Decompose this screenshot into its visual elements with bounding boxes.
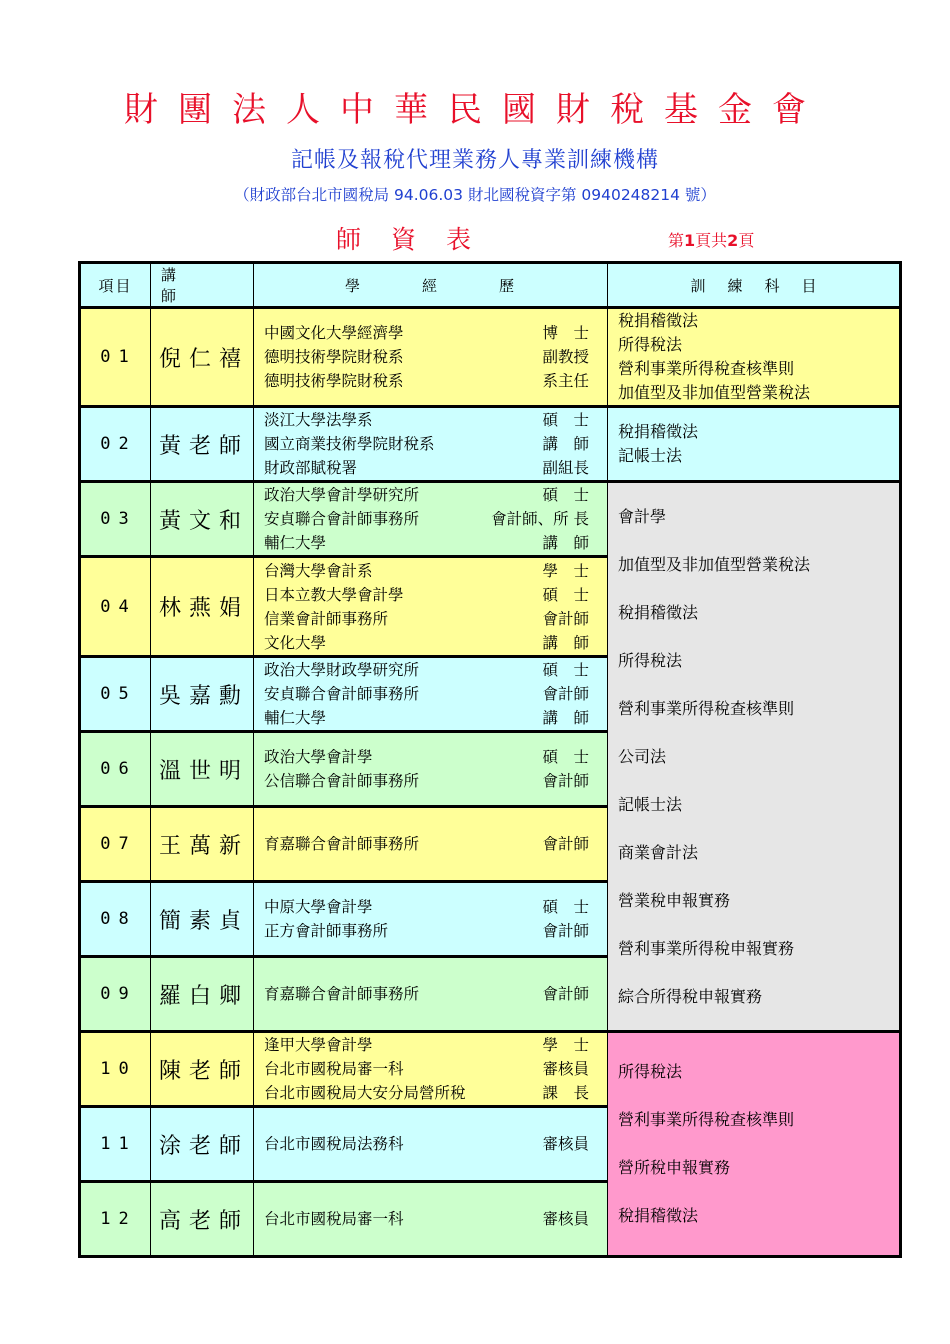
subject-item: 加值型及非加值型營業稅法 — [618, 554, 811, 574]
education-line — [264, 745, 589, 769]
education-org: 台北市國稅局大安分局營所稅 — [264, 1084, 466, 1102]
education-role: 副教授 — [542, 348, 589, 366]
education-role: 審核員 — [542, 1135, 589, 1153]
subject-item: 稅捐稽徵法 — [618, 602, 699, 622]
education-org: 正方會計師事務所 — [264, 922, 389, 940]
column-header-education: 學經歷 — [254, 263, 608, 308]
education-role: 會計師 — [542, 685, 589, 703]
education-org: 淡江大學法學系 — [264, 411, 373, 429]
education-org: 文化大學 — [264, 633, 327, 652]
education-role: 碩 士 — [542, 748, 589, 766]
subject-item: 稅捐稽徵法 — [618, 311, 699, 330]
education-cell — [254, 308, 608, 407]
subject-item: 記帳士法 — [618, 446, 683, 465]
table-row — [80, 407, 901, 482]
row-number: 10 — [80, 1032, 151, 1107]
teacher-name: 溫世明 — [151, 732, 254, 807]
education-org: 財政部賦稅署 — [264, 459, 358, 477]
education-line — [264, 832, 589, 856]
column-header-item: 項目 — [80, 263, 151, 308]
education-org: 國立商業技術學院財稅系 — [264, 435, 435, 453]
subject-item: 所得稅法 — [618, 650, 683, 670]
subject-item: 營利事業所得稅查核準則 — [618, 359, 795, 378]
education-org: 台北市國稅局法務科 — [264, 1135, 404, 1153]
education-role: 學 士 — [542, 561, 589, 580]
education-line — [264, 583, 589, 607]
subject-item: 營利事業所得稅申報實務 — [618, 938, 795, 958]
subjects-cell — [608, 407, 901, 482]
education-cell — [254, 482, 608, 557]
subject-item: 營業稅申報實務 — [618, 890, 731, 910]
education-org: 輔仁大學 — [264, 534, 327, 552]
education-line — [264, 607, 589, 631]
education-line — [264, 1207, 589, 1231]
teacher-name: 吳嘉勳 — [151, 657, 254, 732]
teacher-name: 黃文和 — [151, 482, 254, 557]
education-line — [264, 507, 589, 531]
education-line — [264, 706, 589, 730]
subject-item: 營利事業所得稅查核準則 — [618, 698, 795, 718]
table-row — [80, 482, 901, 557]
page-suffix: 頁 — [738, 231, 755, 250]
education-org: 台北市國稅局審一科 — [264, 1210, 404, 1228]
education-org: 政治大學會計學 — [264, 748, 373, 766]
education-role: 碩 士 — [542, 898, 589, 916]
page-mid: 頁共 — [695, 231, 728, 250]
subject-item: 所得稅法 — [618, 335, 683, 354]
education-line — [264, 895, 589, 919]
column-header-teacher — [151, 263, 254, 308]
education-role: 會計師 — [542, 835, 589, 853]
education-line — [264, 408, 589, 432]
education-role: 會計師、所 長 — [491, 510, 589, 528]
subject-item: 綜合所得稅申報實務 — [618, 986, 763, 1006]
education-role: 會計師 — [542, 772, 589, 790]
education-cell — [254, 807, 608, 882]
row-number: 05 — [80, 657, 151, 732]
education-cell — [254, 882, 608, 957]
education-role: 審核員 — [542, 1210, 589, 1228]
education-role: 會計師 — [542, 985, 589, 1003]
education-line — [264, 1057, 589, 1081]
education-role: 講 師 — [542, 534, 589, 552]
column-header-teacher-a: 講 — [161, 266, 177, 284]
education-line — [264, 369, 589, 393]
education-org: 逢甲大學會計學 — [264, 1036, 373, 1054]
education-line — [264, 321, 589, 345]
education-role: 會計師 — [542, 609, 589, 628]
education-role: 學 士 — [542, 1036, 589, 1054]
subject-item: 營利事業所得稅查核準則 — [618, 1110, 795, 1129]
education-line — [264, 631, 589, 655]
education-org: 台北市國稅局審一科 — [264, 1060, 404, 1078]
subject-item: 記帳士法 — [618, 794, 683, 814]
row-number: 01 — [80, 308, 151, 407]
education-cell — [254, 957, 608, 1032]
education-org: 公信聯合會計師事務所 — [264, 772, 420, 790]
education-org: 中國文化大學經濟學 — [264, 324, 404, 342]
subject-item: 會計學 — [618, 506, 667, 526]
education-role: 碩 士 — [542, 411, 589, 429]
row-number: 11 — [80, 1107, 151, 1182]
education-cell — [254, 732, 608, 807]
page-current: 1 — [684, 231, 696, 250]
teacher-name: 高老師 — [151, 1182, 254, 1257]
subject-item: 所得稅法 — [618, 1062, 683, 1081]
teacher-name: 羅白卿 — [151, 957, 254, 1032]
education-line — [264, 1033, 589, 1057]
education-line — [264, 345, 589, 369]
education-cell — [254, 557, 608, 657]
education-org: 政治大學會計學研究所 — [264, 486, 420, 504]
education-role: 碩 士 — [542, 486, 589, 504]
education-org: 台灣大學會計系 — [264, 561, 373, 580]
education-role: 講 師 — [542, 633, 589, 652]
education-org: 中原大學會計學 — [264, 898, 373, 916]
education-org: 輔仁大學 — [264, 709, 327, 727]
education-org: 德明技術學院財稅系 — [264, 372, 404, 390]
education-role: 碩 士 — [542, 661, 589, 679]
education-line — [264, 658, 589, 682]
education-line — [264, 456, 589, 480]
row-number: 09 — [80, 957, 151, 1032]
row-number: 08 — [80, 882, 151, 957]
teacher-name: 涂老師 — [151, 1107, 254, 1182]
education-org: 信業會計師事務所 — [264, 609, 389, 628]
education-cell — [254, 1032, 608, 1107]
table-header-row — [80, 263, 901, 308]
education-line — [264, 769, 589, 793]
education-role: 系主任 — [542, 372, 589, 390]
subject-item: 商業會計法 — [618, 842, 699, 862]
teacher-name: 王萬新 — [151, 807, 254, 882]
subject-item: 稅捐稽徵法 — [618, 1206, 699, 1225]
education-org: 安貞聯合會計師事務所 — [264, 685, 420, 703]
education-role: 講 師 — [542, 709, 589, 727]
teacher-name: 林燕娟 — [151, 557, 254, 657]
education-line — [264, 483, 589, 507]
teacher-name: 簡素貞 — [151, 882, 254, 957]
education-org: 政治大學財政學研究所 — [264, 661, 420, 679]
table-row — [80, 1032, 901, 1107]
page-indicator — [668, 228, 754, 251]
page-prefix: 第 — [668, 231, 685, 250]
page-title: 師資表 — [336, 225, 502, 254]
teacher-name: 陳老師 — [151, 1032, 254, 1107]
education-role: 講 師 — [542, 435, 589, 453]
institution-subtitle: 記帳及報稅代理業務人專業訓練機構 — [290, 148, 659, 173]
teacher-name: 黃老師 — [151, 407, 254, 482]
subjects-cell — [608, 482, 901, 1032]
subject-item: 營所稅申報實務 — [618, 1158, 731, 1177]
education-line — [264, 531, 589, 555]
subject-item: 稅捐稽徵法 — [618, 422, 699, 441]
education-role: 審核員 — [542, 1060, 589, 1078]
page-total: 2 — [727, 231, 739, 250]
row-number: 06 — [80, 732, 151, 807]
education-cell — [254, 1107, 608, 1182]
education-org: 德明技術學院財稅系 — [264, 348, 404, 366]
row-number: 12 — [80, 1182, 151, 1257]
row-number: 02 — [80, 407, 151, 482]
education-role: 會計師 — [542, 922, 589, 940]
education-role: 碩 士 — [542, 585, 589, 604]
education-org: 安貞聯合會計師事務所 — [264, 510, 420, 528]
education-cell — [254, 407, 608, 482]
education-line — [264, 919, 589, 943]
education-line — [264, 1132, 589, 1156]
row-number: 04 — [80, 557, 151, 657]
organization-title: 財團法人中華民國財稅基金會 — [124, 90, 826, 130]
subjects-cell — [608, 1032, 901, 1257]
education-line — [264, 1081, 589, 1105]
subject-item: 公司法 — [618, 746, 667, 766]
column-header-teacher-b: 師 — [161, 287, 177, 305]
teacher-name: 倪仁禧 — [151, 308, 254, 407]
education-role: 課 長 — [542, 1084, 589, 1102]
education-role: 副組長 — [542, 459, 589, 477]
education-line — [264, 432, 589, 456]
subjects-cell — [608, 308, 901, 407]
column-header-subjects: 訓練科目 — [608, 263, 901, 308]
education-role: 博 士 — [542, 324, 589, 342]
education-line — [264, 682, 589, 706]
row-number: 07 — [80, 807, 151, 882]
row-number: 03 — [80, 482, 151, 557]
teacher-roster-table — [78, 261, 902, 1258]
table-row — [80, 308, 901, 407]
education-org: 育嘉聯合會計師事務所 — [264, 835, 420, 853]
education-cell — [254, 657, 608, 732]
education-line — [264, 559, 589, 583]
education-org: 育嘉聯合會計師事務所 — [264, 985, 420, 1003]
subject-item: 加值型及非加值型營業稅法 — [618, 383, 811, 402]
approval-notice: （財政部台北市國稅局 94.06.03 財北國稅資字第 0940248214 號） — [234, 186, 716, 204]
education-org: 日本立教大學會計學 — [264, 585, 404, 604]
education-line — [264, 982, 589, 1006]
education-cell — [254, 1182, 608, 1257]
